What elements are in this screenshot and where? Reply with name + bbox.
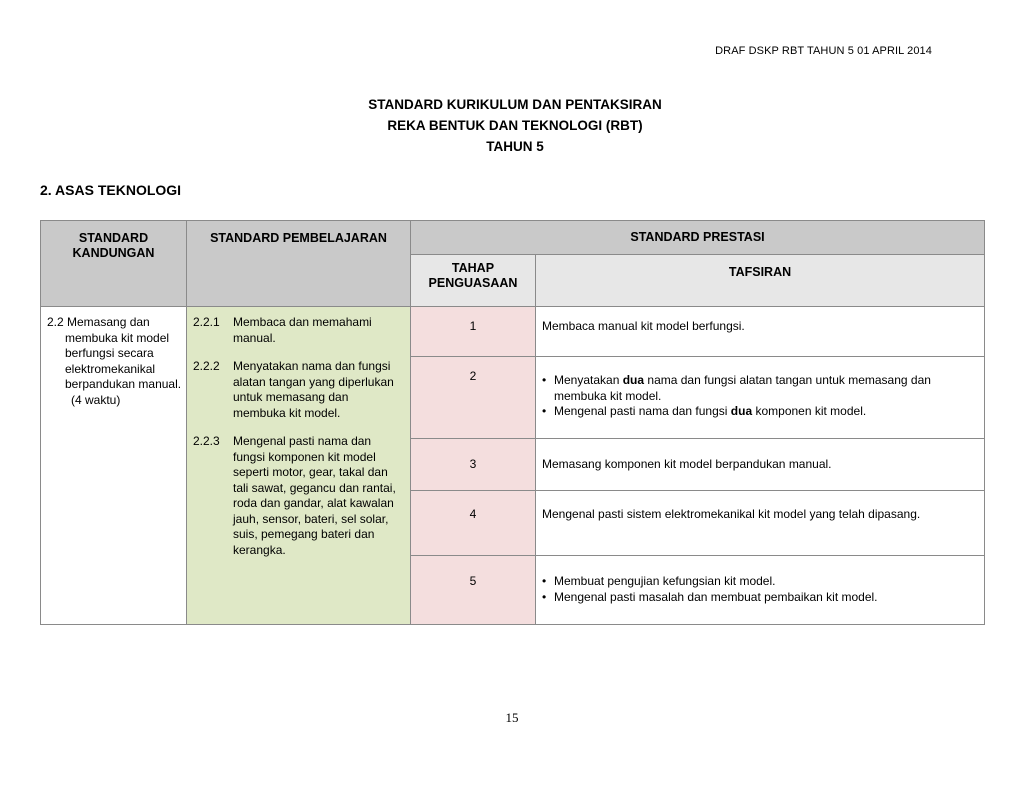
standards-table — [40, 220, 985, 625]
emphasis-dua: dua — [730, 404, 753, 418]
draft-header: DRAF DSKP RBT TAHUN 5 01 APRIL 2014 — [715, 45, 932, 57]
tafsiran-bullet-item: • Mengenal pasti masalah dan membuat pembaikan kit model. — [542, 589, 878, 604]
emphasis-dua: dua — [622, 373, 645, 387]
tahap-level-1: 1 — [411, 307, 536, 357]
page-number: 15 — [505, 710, 519, 725]
pembelajaran-number: 2.2.2 — [193, 359, 220, 373]
pembelajaran-number: 2.2.1 — [193, 315, 220, 329]
pembelajaran-text: Mengenal pasti nama dan fungsi komponen kit model seperti motor, gear, takal dan tali sawat, gegancu dan rantai, roda dan gandar, alat kawalan jauh, sensor, bateri, sel solar, suis, pemegang bateri dan kerangka. — [233, 434, 396, 557]
bullet-icon: • — [542, 574, 547, 588]
tafsiran-bullet-item: • Menyatakan dua nama dan fungsi alatan tangan untuk memasang dan membuka kit model. — [542, 373, 931, 403]
title-line-2: REKA BENTUK DAN TEKNOLOGI (RBT) — [387, 118, 643, 133]
tafsiran-5 — [536, 556, 985, 625]
bullet-icon: • — [542, 404, 547, 418]
pembelajaran-number: 2.2.3 — [193, 434, 220, 448]
pembelajaran-item — [193, 359, 404, 421]
header-tahap: TAHAP PENGUASAAN — [411, 255, 536, 307]
bullet-icon: • — [542, 589, 547, 604]
pembelajaran-text: Menyatakan nama dan fungsi alatan tangan yang diperlukan untuk memasang dan membuka kit model. — [233, 359, 394, 420]
title-line-1: STANDARD KURIKULUM DAN PENTAKSIRAN — [368, 97, 662, 112]
header-tafsiran: TAFSIRAN — [536, 255, 985, 307]
bullet-icon: • — [542, 373, 547, 387]
cell-standard-kandungan — [41, 307, 187, 625]
tahap-level-5: 5 — [411, 556, 536, 625]
tahap-level-3: 3 — [411, 439, 536, 491]
document-title — [240, 94, 790, 157]
title-line-3: TAHUN 5 — [486, 139, 544, 154]
tahap-level-2: 2 — [411, 357, 536, 439]
tafsiran-3: Memasang komponen kit model berpandukan manual. — [536, 439, 985, 491]
header-kandungan: STANDARD KANDUNGAN — [41, 221, 187, 307]
pembelajaran-item — [193, 434, 404, 558]
header-prestasi: STANDARD PRESTASI — [411, 221, 985, 255]
tafsiran-2 — [536, 357, 985, 439]
tafsiran-4: Mengenal pasti sistem elektromekanikal kit model yang telah dipasang. — [536, 491, 985, 556]
cell-standard-pembelajaran — [187, 307, 411, 625]
tahap-level-4: 4 — [411, 491, 536, 556]
kandungan-description: membuka kit model berfungsi secara elektromekanikal berpandukan manual. — [65, 330, 182, 391]
pembelajaran-text: Membaca dan memahami manual. — [233, 315, 372, 345]
pembelajaran-item — [193, 315, 404, 346]
kandungan-time: (4 waktu) — [71, 392, 121, 407]
section-heading: 2. ASAS TEKNOLOGI — [40, 182, 182, 198]
tafsiran-1: Membaca manual kit model berfungsi. — [536, 307, 985, 357]
tafsiran-bullet-item: • Mengenal pasti nama dan fungsi dua komponen kit model. — [542, 404, 867, 418]
tafsiran-bullet-item: • Membuat pengujian kefungsian kit model. — [542, 574, 776, 588]
kandungan-title: 2.2 Memasang dan — [47, 315, 150, 329]
header-pembelajaran: STANDARD PEMBELAJARAN — [187, 221, 411, 307]
